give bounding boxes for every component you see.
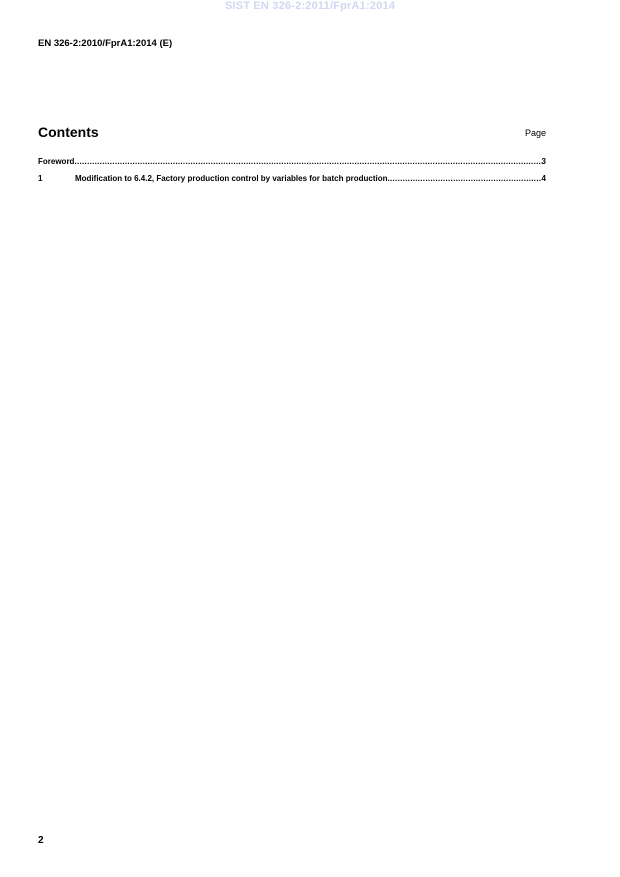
table-of-contents <box>38 157 546 191</box>
page-number: 2 <box>38 835 44 846</box>
watermark-text: SIST EN 326-2:2011/FprA1:2014 <box>224 0 396 12</box>
document-reference: EN 326-2:2010/FprA1:2014 (E) <box>38 38 173 49</box>
toc-entry-title: Modification to 6.4.2, Factory production control by variables for batch production <box>75 174 388 183</box>
toc-dot-leader <box>74 157 541 167</box>
contents-heading: Contents <box>38 124 99 140</box>
toc-entry-foreword[interactable] <box>38 157 546 174</box>
toc-entry-page: 4 <box>541 174 546 183</box>
toc-entry-clause-1[interactable] <box>38 174 546 191</box>
toc-entry-page: 3 <box>541 157 546 166</box>
toc-entry-number: 1 <box>38 174 43 183</box>
page-column-label: Page <box>524 128 546 138</box>
toc-dot-leader <box>387 174 541 184</box>
toc-entry-title: Foreword <box>38 157 75 166</box>
